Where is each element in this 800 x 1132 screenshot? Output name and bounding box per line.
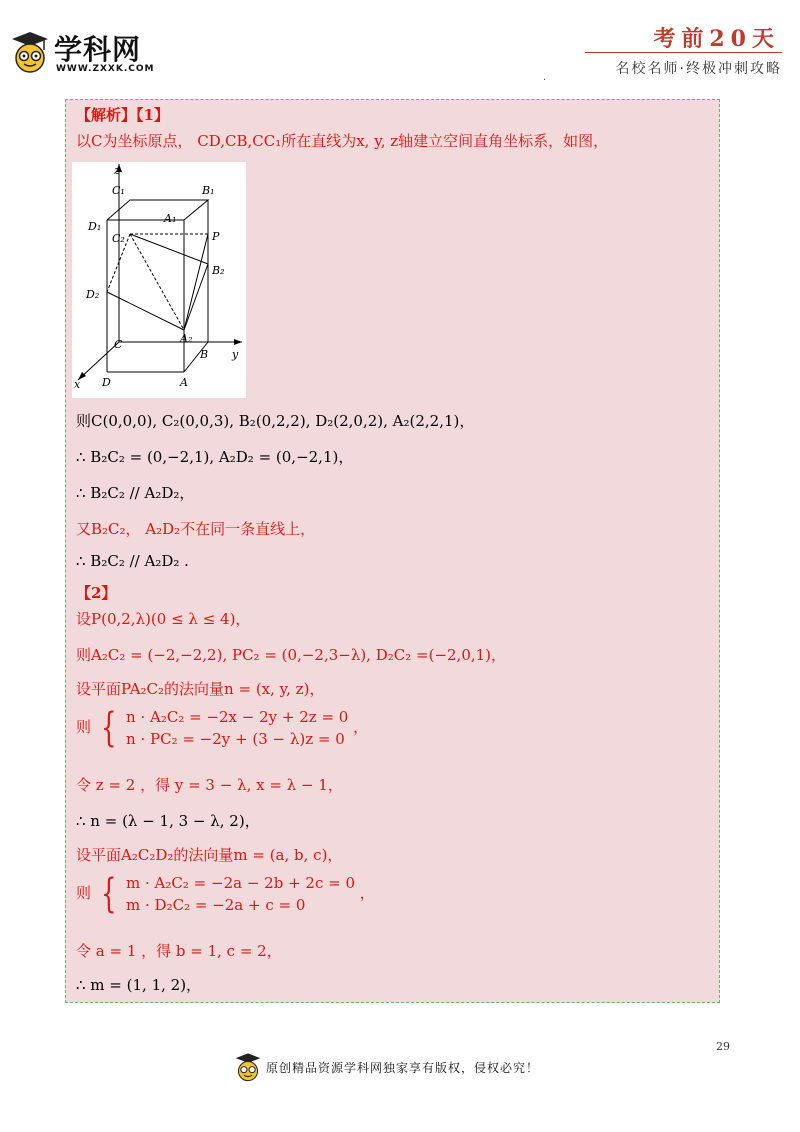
fig-label-c: C [114,338,123,351]
brand-logo [10,26,170,78]
header-dot: . [543,72,547,83]
intro-text: 以C为坐标原点， CD,CB,CC₁所在直线为x, y, z轴建立空间直角坐标系，如图， [76,132,609,150]
fig-label-x: x [74,378,81,391]
normal-n-line: 设平面PA₂C₂的法向量n = (x, y, z)， [76,680,325,698]
system-1-prefix: 则 [76,718,92,736]
fig-label-a: A [180,376,188,389]
fig-label-d: D [102,376,111,389]
system-2-suffix: ， [359,884,375,902]
system-1-eq1: n · A₂C₂ = −2x − 2y + 2z = 0 [126,708,349,726]
solution-box [65,99,720,1003]
normal-m-line: 设平面A₂C₂D₂的法向量m = (a, b, c)， [76,846,343,864]
system-2-eq1: m · A₂C₂ = −2a − 2b + 2c = 0 [126,874,356,892]
vectors-line-2: 则A₂C₂ = (−2,−2,2), PC₂ = (0,−2,3−λ), D₂C₂ =(−2,0,1)， [76,646,507,664]
system-1-suffix: ， [353,718,369,736]
footer-copyright: 原创精品资源学科网独家享有版权，侵权必究！ [266,1061,540,1075]
brace-icon: { [100,705,117,751]
parallel-line-2: ∴ B₂C₂ // A₂D₂ . [76,552,189,570]
header-subtitle: 名校名师·终极冲刺攻略 [615,61,782,77]
coords-line: 则C(0,0,0), C₂(0,0,3), B₂(0,2,2), D₂(2,0,2), A₂(2,2,1)， [76,412,475,430]
fig-label-b1: B₁ [202,184,215,197]
mascot-icon [10,30,50,74]
n-result-line: ∴ n = (λ − 1, 3 − λ, 2)， [76,812,260,830]
section1-label: 【解析】【1】 [76,106,169,124]
m-result-line: ∴ m = (1, 1, 2)， [76,976,202,994]
let-a-line: 令 a = 1 ，得 b = 1, c = 2， [76,942,282,960]
cuboid-figure [72,162,246,398]
fig-label-a1: A₁ [164,212,177,225]
logo-url: WWW.ZXXK.COM [56,64,155,74]
fig-label-b2: B₂ [212,264,225,277]
fig-label-d2: D₂ [86,288,100,301]
logo-text: 学科网 [54,33,142,66]
let-z-line: 令 z = 2 ，得 y = 3 − λ, x = λ − 1， [76,776,343,794]
fig-label-d1: D₁ [88,220,102,233]
system-1-eq2: n · PC₂ = −2y + (3 − λ)z = 0 [126,730,345,748]
fig-label-z: z [114,164,120,177]
fig-label-c1: C₁ [112,184,125,197]
brace-icon: { [100,871,117,917]
vector-line-1: ∴ B₂C₂ = (0,−2,1), A₂D₂ = (0,−2,1)， [76,448,354,466]
fig-label-y: y [232,348,239,361]
parallel-line-1: ∴ B₂C₂ // A₂D₂， [76,484,195,502]
set-p-line: 设P(0,2,λ)(0 ≤ λ ≤ 4)， [76,610,251,628]
system-1 [76,706,368,750]
header-title: 考前20天 [653,26,780,52]
page-number: 29 [716,1040,730,1053]
footer-mascot-icon [234,1052,262,1082]
section2-label: 【2】 [76,584,117,602]
fig-label-b: B [200,348,209,361]
fig-label-p: P [212,230,220,243]
system-2-eq2: m · D₂C₂ = −2a + c = 0 [126,896,306,914]
fig-label-c2: C₂ [112,232,125,245]
not-collinear-line: 又B₂C₂， A₂D₂不在同一条直线上， [76,520,316,538]
header-divider [585,52,782,53]
fig-label-a2: A₂ [180,332,193,345]
cuboid-diagram [72,162,246,398]
system-2 [76,872,375,916]
system-2-prefix: 则 [76,884,92,902]
